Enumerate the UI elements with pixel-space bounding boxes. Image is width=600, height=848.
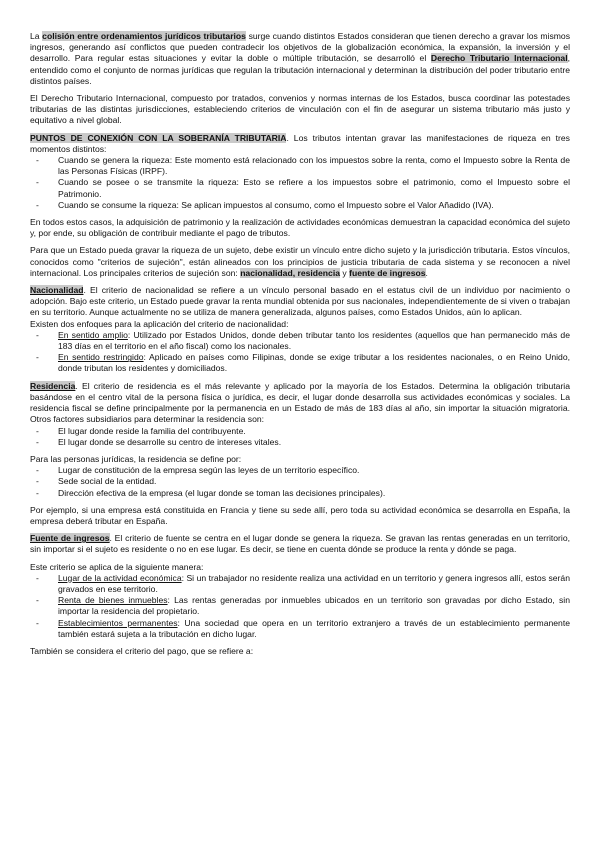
heading-fuente: Fuente de ingresos [30,533,110,544]
list-item: - Establecimientos permanentes: Una sociedad que opera en un territorio extranjero a través de un establecimiento permanente también estará sujeta a la tributación en dicho lugar. [58,618,570,640]
nacionalidad-paragraph: Nacionalidad. El criterio de nacionalidad se refiere a un vínculo personal basado en el estatus civil de un individuo por nacimiento o adopción. Bajo este criterio, un Estado puede gravar la renta mundial obtenida por sus nacionales, independientemente de si viven o trabajan en su territorio. Aunque actualmente no se utiliza de manera generalizada, algunos países, como Estados Unidos, aún lo aplican. [30,285,570,318]
heading-residencia: Residencia [30,380,76,391]
residencia-paragraph: Residencia. El criterio de residencia es el más relevante y aplicado por la mayoría de los Estados. Determina la obligación tributaria basándose en el centro vital de la persona física o jurídica, es decir, el lugar donde desarrolla sus actividades económicas y sociales. La residencia fiscal se define principalmente por la permanencia en un Estado de más de 183 días al año, sin importar la situación migratoria. Otros factores subsidiarios para determinar la residencia son: [30,380,570,425]
dti-paragraph: El Derecho Tributario Internacional, compuesto por tratados, convenios y normas internas de los Estados, busca coordinar las potestades tributarias de las distintas jurisdicciones, estableciendo criterios de vinculación con el fin de asegurar un sistema tributario más justo y equitativo a nivel global. [30,93,570,126]
juridicas-intro: Para las personas jurídicas, la residencia se define por: [30,453,242,464]
aplica-intro: Este criterio se aplica de la siguiente manera: [30,561,204,572]
highlight-colision: colisión entre ordenamientos jurídicos tributarios [42,31,246,41]
highlight-nacionalidad-residencia: nacionalidad, residencia [240,267,341,278]
enfoques-list [30,330,570,375]
heading-nacionalidad: Nacionalidad [30,285,84,296]
puntos-conexion-paragraph: PUNTOS DE CONEXIÓN CON LA SOBERANÍA TRIBUTARIA. Los tributos intentan gravar las manifestaciones de riqueza en tres momentos distintos: [30,132,570,154]
cierre-paragraph: También se considera el criterio del pago, que se refiere a: [30,645,254,656]
list-item: - Cuando se genera la riqueza: Este momento está relacionado con los impuestos sobre la renta, como el Impuesto sobre la Renta de las Personas Físicas (IRPF). [58,155,570,177]
list-item: - Cuando se consume la riqueza: Se aplican impuestos al consumo, como el Impuesto sobre el Valor Añadido (IVA). [58,200,570,211]
list-item: - El lugar donde se desarrolle su centro de intereses vitales. [58,437,570,448]
capacidad-paragraph: En todos estos casos, la adquisición de patrimonio y la realización de actividades económicas demuestran la capacidad económica del sujeto y, por ende, su obligación de contribuir mediante el pago de tributos. [30,217,570,239]
enfoques-intro: Existen dos enfoques para la aplicación del criterio de nacionalidad: [30,318,289,329]
criterios-paragraph: Para que un Estado pueda gravar la riqueza de un sujeto, debe existir un vínculo entre dicho sujeto y la jurisdicción tributaria. Estos vínculos, conocidos como "criterios de sujeción", están alineados con los principios de justicia tributaria de cada sistema y se reconocen a nivel internacional. Los principales criterios de sujeción son: nacionalidad, residencia y fuente de ingresos. [30,245,570,278]
ejemplo-paragraph: Por ejemplo, si una empresa está constituida en Francia y tiene su sede allí, pero toda su actividad económica se desarrolla en España, la empresa deberá tributar en España. [30,504,570,526]
highlight-fuente-ingresos: fuente de ingresos [349,267,426,278]
list-item: - Lugar de la actividad económica: Si un trabajador no residente realiza una actividad en un territorio y genera ingresos allí, estos serán gravados en ese territorio. [58,573,570,595]
heading-puntos-conexion: PUNTOS DE CONEXIÓN CON LA SOBERANÍA TRIBUTARIA [30,132,287,143]
list-item: - En sentido restringido: Aplicado en países como Filipinas, donde se exige tributar a los residentes nacionales, o en Reino Unido, donde tributan los residentes y domiciliados. [58,352,570,374]
factores-list [30,426,570,448]
list-item: - Lugar de constitución de la empresa según las leyes de un territorio específico. [58,465,570,476]
fuente-paragraph: Fuente de ingresos. El criterio de fuente se centra en el lugar donde se genera la riqueza. Se gravan las rentas generadas en un territorio, sin importar si el sujeto es residente o no en ese lugar. Es decir, se tiene en cuenta dónde se produce la renta y dónde se paga. [30,533,570,555]
highlight-derecho-tributario: Derecho Tributario Internacional [430,53,568,64]
momentos-list [30,155,570,211]
list-item: - Cuando se posee o se transmite la riqueza: Esto se refiere a los impuestos sobre el patrimonio, como el Impuesto sobre el Patrimonio. [58,177,570,199]
list-item: - Renta de bienes inmuebles: Las rentas generadas por inmuebles ubicados en un territorio son gravadas por dicho Estado, sin importar la residencia del propietario. [58,595,570,617]
list-item: - El lugar donde reside la familia del contribuyente. [58,426,570,437]
aplica-list [30,573,570,640]
intro-paragraph: La colisión entre ordenamientos jurídicos tributarios surge cuando distintos Estados consideran que tienen derecho a gravar los mismos ingresos, generando así conflictos que pueden contradecir los objetivos de la globalización económica, la expansión, la inversión y el desarrollo. Para regular estas situaciones y evitar la doble o múltiple tributación, se desarrolló el Derecho Tributario Internacional, entendido como el conjunto de normas jurídicas que regulan la tributación internacional y determinan la distribución del poder tributario entre distintos países. [30,31,570,86]
list-item: - Dirección efectiva de la empresa (el lugar donde se toman las decisiones principales). [58,488,570,499]
juridicas-list [30,465,570,499]
list-item: - En sentido amplio: Utilizado por Estados Unidos, donde deben tributar tanto los residentes (aquellos que han permanecido más de 183 días en el territorio en el año fiscal) como los nacionales. [58,330,570,352]
list-item: - Sede social de la entidad. [58,476,570,487]
